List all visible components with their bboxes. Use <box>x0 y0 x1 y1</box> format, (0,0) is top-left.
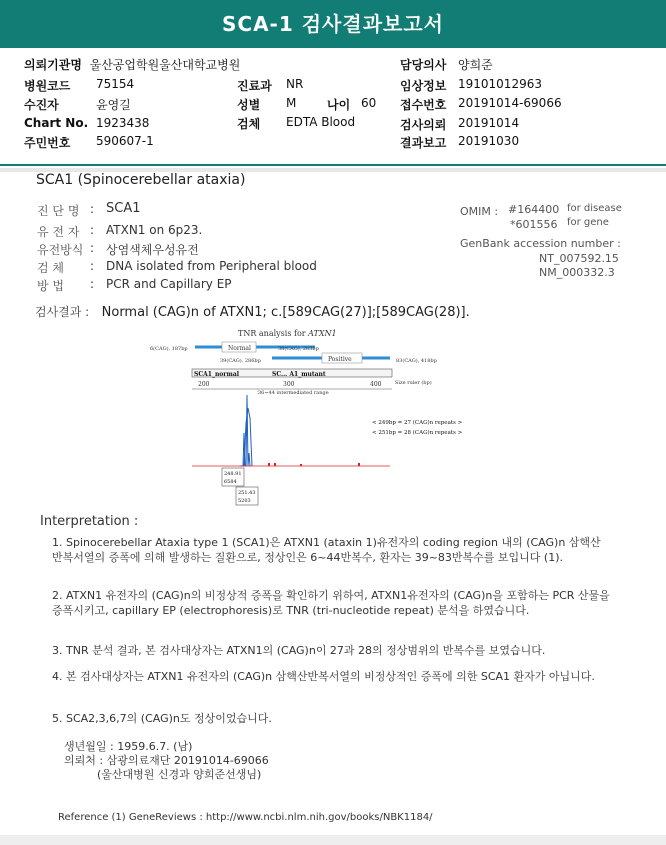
size-marker <box>268 463 270 466</box>
requester-detail: (울산대병원 신경과 양희준선생님) <box>97 768 262 781</box>
tnr-figure <box>150 323 490 508</box>
positive-left-label: 39(CAG), 286bp <box>220 358 261 364</box>
size-marker <box>274 463 276 466</box>
result-text: Normal (CAG)n of ATXN1; c.[589CAG(27)];[589CAG(28)]. <box>101 305 470 320</box>
intermediate-label: 36~44 intermediated range <box>258 390 329 396</box>
age-value: 60 <box>361 96 377 110</box>
chart-value: 1923438 <box>96 116 150 130</box>
detail-value: PCR and Capillary EP <box>106 277 232 291</box>
interpretation-paragraph: 3. TNR 분석 결과, 본 검사대상자는 ATXN1의 (CAG)n이 27과 28의 정상범위의 반복수를 보였습니다. <box>52 644 546 657</box>
positive-right-label: 83(CAG), 418bp <box>396 358 437 364</box>
interpretation-paragraph: 4. 본 검사대상자는 ATXN1 유전자의 (CAG)n 삼핵산반복서열의 비정상적인 증폭에 의한 SCA1 환자가 아닙니다. <box>52 670 595 683</box>
peak1-size: 248.91 <box>224 471 242 477</box>
positive-label: Positive <box>328 356 352 363</box>
peak-note-1: < 249bp = 27 (CAG)n repeats > <box>372 420 463 426</box>
hospital-code-row <box>24 77 70 94</box>
peak1-height: 6584 <box>224 479 237 485</box>
bottom-bar <box>0 835 666 845</box>
detail-label: 유전방식 <box>37 243 84 257</box>
receipt-label: 접수번호 <box>400 98 447 112</box>
institution-label: 의뢰기관명 <box>24 58 82 72</box>
omim-label: OMIM : <box>460 205 499 218</box>
size-marker <box>358 463 360 466</box>
omim-disease-note: for disease <box>567 203 622 214</box>
bin-mutant-label: SC... A1_mutant <box>272 371 326 378</box>
detail-colon: : <box>90 259 95 273</box>
report-title: SCA-1 검사결과보고서 <box>0 0 666 48</box>
hospital-code-label: 병원코드 <box>24 79 71 93</box>
peak2-size: 251.43 <box>238 490 256 496</box>
interpretation-title: Interpretation : <box>40 514 139 529</box>
normal-label: Normal <box>228 345 251 352</box>
interpretation-paragraph: 2. ATXN1 유전자의 (CAG)n의 비정상적 증폭을 확인하기 위하여, ATXN1유전자의 (CAG)n을 포함하는 PCR 산물을 증폭시키고, capillary EP (electrophoresis)로 TNR (tri-nucleotide repeat) 분석을 하였습니다. <box>52 589 610 617</box>
ruler-label: Size ruler (bp) <box>395 380 432 386</box>
result-label: 검사결과 : <box>35 305 90 319</box>
requester: 의뢰처 : 삼광의료재단 20191014-69066 <box>64 754 269 767</box>
chart-label: Chart No. <box>24 116 89 130</box>
dept-value: NR <box>286 77 304 91</box>
birth-date: 생년월일 : 1959.6.7. (남) <box>64 740 193 753</box>
reference: Reference (1) GeneReviews : http://www.ncbi.nlm.nih.gov/books/NBK1184/ <box>58 812 433 823</box>
detail-label: 방 법 <box>37 279 64 293</box>
genbank-accession-2: NM_000332.3 <box>539 266 615 279</box>
figure-title: TNR analysis for ATXN1 <box>238 329 337 338</box>
result-row <box>35 303 470 320</box>
sex-label: 성별 <box>237 98 261 112</box>
omim-gene-id: *601556 <box>510 218 558 231</box>
institution-value: 울산공업학원울산대학교병원 <box>89 58 241 72</box>
detail-label: 검 체 <box>37 261 64 275</box>
request-label: 검사의뢰 <box>400 118 447 132</box>
detail-colon: : <box>90 202 95 216</box>
normal-right-label: 38(CAG), 283bp <box>278 346 319 352</box>
omim-disease-id: #164400 <box>508 203 560 216</box>
age-label: 나이 <box>327 98 351 112</box>
omim-gene-note: for gene <box>567 217 609 228</box>
genbank-label: GenBank accession number : <box>460 237 621 250</box>
bin-normal-label: SCA1_normal <box>194 371 239 378</box>
size-marker <box>300 464 302 466</box>
interpretation-paragraph: 5. SCA2,3,6,7의 (CAG)n도 정상이었습니다. <box>52 712 272 725</box>
report-date-value: 20191030 <box>458 134 520 148</box>
doctor-label: 담당의사 <box>400 58 447 72</box>
normal-left-label: 6(CAG), 187bp <box>150 346 188 352</box>
genbank-accession-1: NT_007592.15 <box>539 252 619 265</box>
receipt-value: 20191014-69066 <box>458 96 562 110</box>
hospital-code-value: 75154 <box>96 77 135 91</box>
ruler-tick: 300 <box>283 381 295 388</box>
request-value: 20191014 <box>458 116 520 130</box>
patient-label: 수진자 <box>24 98 59 112</box>
patient-value: 윤영길 <box>96 98 131 112</box>
specimen-value: EDTA Blood <box>286 115 356 129</box>
detail-value: ATXN1 on 6p23. <box>106 223 203 237</box>
interpretation-paragraph: 1. Spinocerebellar Ataxia type 1 (SCA1)은 ATXN1 (ataxin 1)유전자의 coding region 내의 (CAG)n 삼핵산 반복서열의 증폭에 의해 발생하는 질환으로, 정상인은 6~44반복수, 환자는 39~83반복수를 보입니다 (1). <box>52 536 601 564</box>
section-title: SCA1 (Spinocerebellar ataxia) <box>36 172 246 188</box>
detail-colon: : <box>90 223 95 237</box>
report-date-label: 결과보고 <box>400 136 447 150</box>
ruler-tick: 200 <box>198 381 210 388</box>
clinical-label: 임상정보 <box>400 79 447 93</box>
detail-label: 유 전 자 <box>37 225 80 239</box>
detail-value: SCA1 <box>106 201 141 216</box>
sex-value: M <box>286 96 297 110</box>
specimen-label: 검체 <box>237 117 261 131</box>
rrn-value: 590607-1 <box>96 134 154 148</box>
peak-note-2: < 251bp = 28 (CAG)n repeats > <box>372 430 463 436</box>
detail-label: 진 단 명 <box>37 204 80 218</box>
dept-label: 진료과 <box>237 79 272 93</box>
ruler-tick: 400 <box>370 381 382 388</box>
clinical-value: 19101012963 <box>458 77 542 91</box>
doctor-value: 양희준 <box>458 58 493 72</box>
detail-value: DNA isolated from Peripheral blood <box>106 259 317 273</box>
peak2-height: 5203 <box>238 498 251 504</box>
detail-colon: : <box>90 241 95 255</box>
header-divider <box>0 164 666 166</box>
institution-row <box>24 56 240 73</box>
detail-value: 상염색체우성유전 <box>106 243 199 257</box>
rrn-label: 주민번호 <box>24 136 71 150</box>
detail-colon: : <box>90 277 95 291</box>
